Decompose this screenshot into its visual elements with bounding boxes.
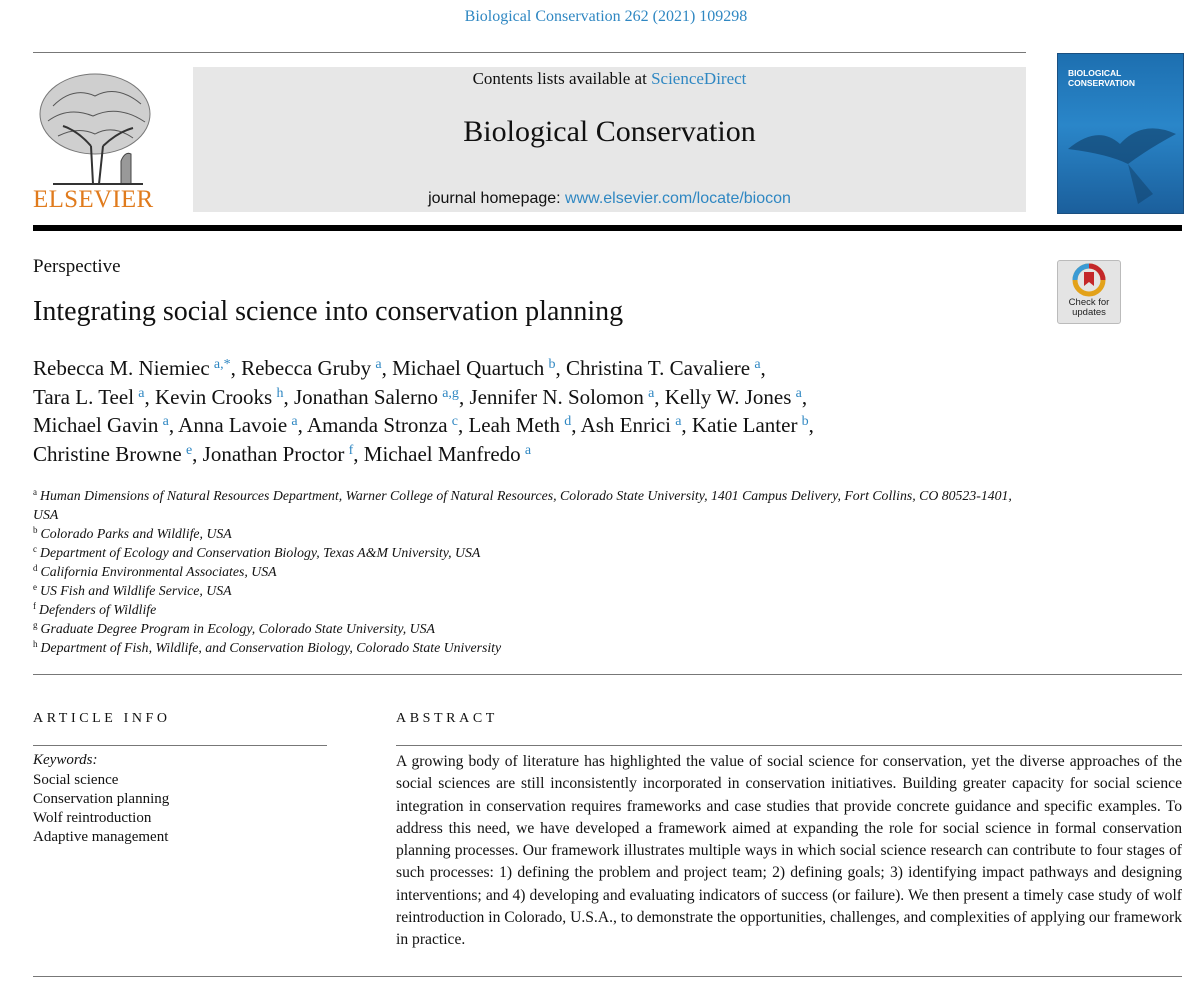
keywords-list — [33, 771, 169, 847]
author-affiliation-marker[interactable]: a — [291, 414, 298, 429]
author-name[interactable]: Christina T. Cavaliere — [566, 356, 751, 380]
header-divider — [33, 225, 1182, 231]
author-name[interactable]: Rebecca Gruby — [241, 356, 372, 380]
divider — [33, 674, 1182, 675]
affiliation-key: a — [33, 487, 37, 497]
keyword-item: Conservation planning — [33, 791, 170, 807]
author-affiliation-marker[interactable]: a — [138, 385, 145, 401]
paper-title: Integrating social science into conservation planning — [33, 296, 624, 327]
journal-title: Biological Conservation — [463, 115, 756, 148]
author-affiliation-marker[interactable]: d — [564, 414, 572, 429]
author-affiliation-marker[interactable]: a — [524, 442, 532, 458]
contents-prefix: Contents lists available at — [472, 69, 652, 88]
check-for-updates-button[interactable] — [1057, 260, 1121, 324]
author-list: Rebecca M. Niemiec $^{a,*}$, Rebecca Gruby $^a$, Michael Quartuch $^b$, Christina T. Cavaliere $^a$, Tara L. Teel $^a$, Kevin Crooks $^h$, Jonathan Salerno $^{a,g}$, Jennifer N. Solomon $^a$, Kelly W. Jones $^a$, Michael Gavin $^a$, Anna Lavoie $^a$, Amanda Stronza $^c$, Leah Meth $^d$, Ash Enrici $^a$, Katie Lanter $^b$, Christine Browne $^e$, Jonathan Proctor $^f$, Michael Manfredo $^a$ — [33, 356, 814, 466]
journal-homepage-link[interactable]: www.elsevier.com/locate/biocon — [565, 190, 791, 207]
affiliation-text: Graduate Degree Program in Ecology, Colorado State University, USA — [40, 621, 435, 636]
abstract-heading: ABSTRACT — [396, 711, 498, 726]
publisher-name: ELSEVIER — [33, 186, 154, 213]
abstract-text: A growing body of literature has highlighted the value of social science for conservation, yet the diverse approaches of the social sciences are still inconsistently incorporated in conservation initiatives. Building greater capacity for social science integration in conservation requires frameworks and case studies that provide concrete guidance and specific examples. To address this need, we have developed a framework aimed at expanding the role for social science in formal conservation planning processes. Our framework illustrates multiple ways in which social science research can contribute to four stages of such processes: 1) defining the problem and project team; 2) defining goals; 3) identifying impact pathways and designing interventions; and 4) developing and evaluating indicators of success (or failure). We then present a timely case study of wolf reintroduction in Colorado, U.S.A., to demonstrate the opportunities, challenges, and complexities of applying our framework in practice. — [396, 753, 1183, 949]
author-name[interactable]: Ash Enrici — [580, 413, 671, 437]
affiliation-text: Defenders of Wildlife — [39, 602, 157, 617]
author-name[interactable]: Tara L. Teel — [33, 384, 135, 409]
affiliation-key: e — [33, 582, 37, 592]
affiliation-key: f — [33, 601, 36, 611]
cover-title: BIOLOGICAL CONSERVATION — [1068, 68, 1136, 88]
affiliation-item — [33, 486, 1033, 524]
affiliation-item — [33, 600, 1033, 619]
author-name[interactable]: Katie Lanter — [691, 413, 798, 437]
affiliation-list — [33, 486, 1033, 657]
author-affiliation-marker[interactable]: b — [801, 414, 809, 429]
author-name[interactable]: Michael Quartuch — [392, 356, 545, 380]
author-affiliation-marker[interactable]: e — [185, 442, 193, 458]
author-name[interactable]: Christine Browne — [33, 441, 182, 466]
author-name[interactable]: Michael Gavin — [33, 413, 159, 437]
affiliation-item — [33, 619, 1033, 638]
author-affiliation-marker[interactable]: c — [451, 414, 458, 429]
homepage-prefix: journal homepage: — [428, 190, 566, 207]
affiliation-text: Human Dimensions of Natural Resources Department, Warner College of Natural Resources, Colorado State University, 1401 Campus Delivery, Fort Collins, CO 80523-1401, USA — [33, 488, 1012, 522]
author-name[interactable]: Kelly W. Jones — [664, 384, 792, 409]
divider — [33, 745, 327, 746]
affiliation-text: California Environmental Associates, USA — [40, 564, 277, 579]
divider — [33, 976, 1182, 977]
affiliation-text: Colorado Parks and Wildlife, USA — [40, 526, 232, 541]
sciencedirect-link[interactable]: ScienceDirect — [651, 69, 747, 88]
journal-banner — [193, 67, 1026, 212]
divider — [396, 745, 1182, 746]
author-affiliation-marker[interactable]: b — [548, 357, 556, 372]
article-type: Perspective — [33, 256, 121, 277]
affiliation-item — [33, 543, 1033, 562]
eagle-illustration-icon — [1058, 54, 1183, 213]
journal-cover-image[interactable] — [1057, 53, 1184, 214]
affiliation-text: US Fish and Wildlife Service, USA — [40, 583, 232, 598]
affiliation-text: Department of Ecology and Conservation Biology, Texas A&M University, USA — [40, 545, 481, 560]
check-updates-icon — [1058, 261, 1120, 301]
homepage-line — [193, 190, 1026, 208]
article-info-heading: ARTICLE INFO — [33, 711, 171, 726]
author-affiliation-marker[interactable]: a — [648, 385, 655, 401]
affiliation-key: d — [33, 563, 38, 573]
affiliation-item — [33, 581, 1033, 600]
author-affiliation-marker[interactable]: a,g — [442, 385, 459, 401]
affiliation-key: c — [33, 544, 37, 554]
keywords-label: Keywords: — [33, 752, 98, 768]
author-name[interactable]: Jonathan Salerno — [293, 384, 438, 409]
keyword-item: Adaptive management — [33, 829, 169, 845]
contents-line — [193, 69, 1026, 89]
journal-citation[interactable]: Biological Conservation 262 (2021) 109298 — [464, 8, 748, 25]
author-name[interactable]: Jennifer N. Solomon — [469, 384, 644, 409]
author-affiliation-marker[interactable]: a — [795, 385, 802, 401]
keyword-item: Social science — [33, 772, 119, 788]
affiliation-key: g — [33, 620, 38, 630]
affiliation-item — [33, 524, 1033, 543]
author-affiliation-marker[interactable]: a,* — [213, 357, 231, 372]
author-name[interactable]: Jonathan Proctor — [202, 441, 345, 466]
affiliation-item — [33, 638, 1033, 657]
author-name[interactable]: Leah Meth — [468, 413, 561, 437]
author-name[interactable]: Michael Manfredo — [363, 441, 521, 466]
author-affiliation-marker[interactable]: a — [675, 414, 682, 429]
author-affiliation-marker[interactable]: a — [375, 357, 382, 372]
author-affiliation-marker[interactable]: a — [162, 414, 169, 429]
affiliation-key: b — [33, 525, 38, 535]
affiliation-key: h — [33, 639, 38, 649]
author-affiliation-marker[interactable]: h — [276, 385, 284, 401]
author-affiliation-marker[interactable]: a — [754, 357, 761, 372]
author-name[interactable]: Amanda Stronza — [306, 413, 448, 437]
divider — [33, 52, 1026, 53]
check-updates-label: Check for updates — [1068, 297, 1110, 318]
author-name[interactable]: Anna Lavoie — [178, 413, 288, 437]
affiliation-text: Department of Fish, Wildlife, and Conservation Biology, Colorado State University — [40, 640, 502, 655]
author-name[interactable]: Kevin Crooks — [154, 384, 273, 409]
keyword-item: Wolf reintroduction — [33, 810, 152, 826]
author-affiliation-marker[interactable]: f — [348, 442, 354, 458]
affiliation-item — [33, 562, 1033, 581]
author-name[interactable]: Rebecca M. Niemiec — [33, 356, 210, 380]
